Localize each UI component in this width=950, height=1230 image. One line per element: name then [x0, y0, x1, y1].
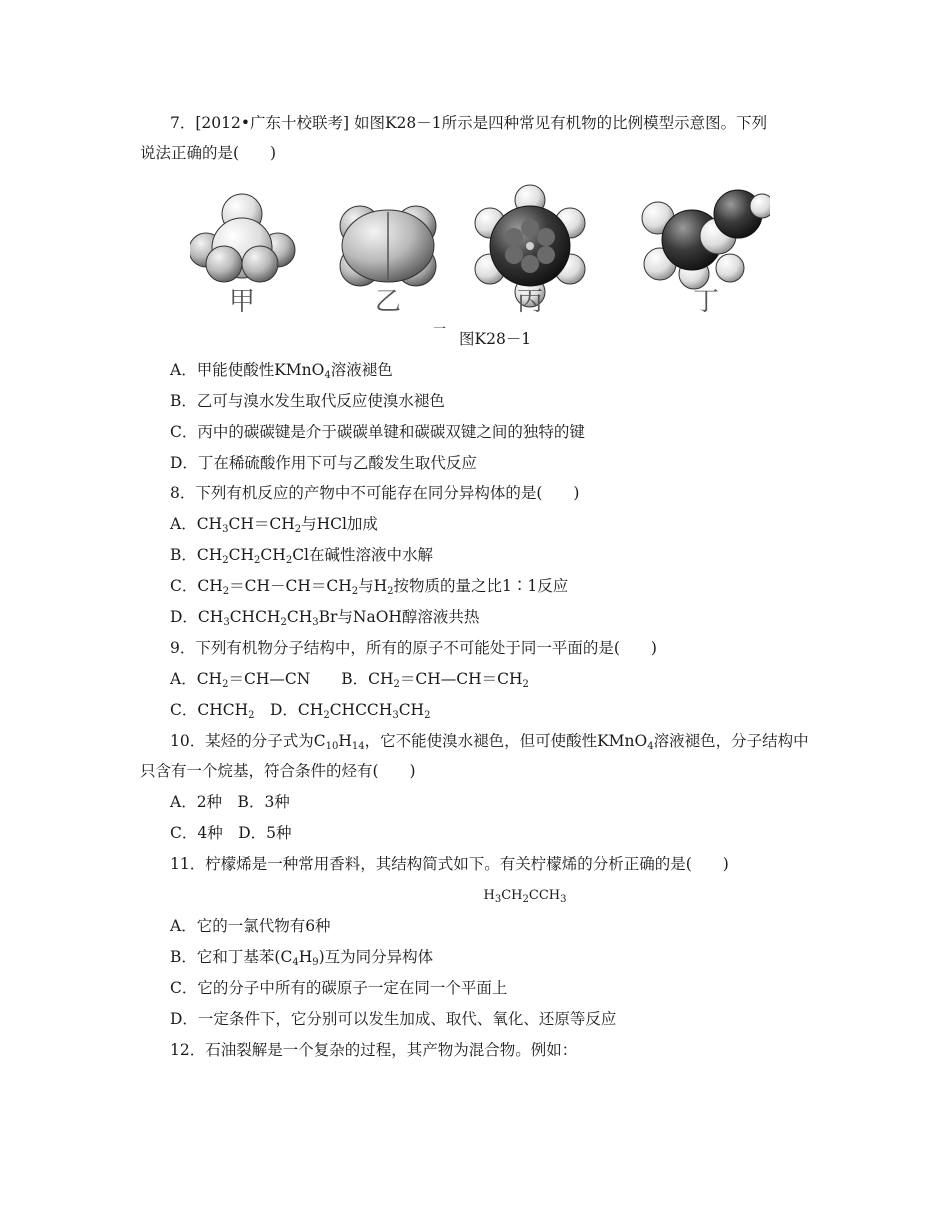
q8-stem: 8．下列有机反应的产物中不可能存在同分异构体的是( ) [170, 484, 580, 502]
q11-option-b: B．它和丁基苯$(C_4H_9)$互为同分异构体 [170, 948, 434, 968]
figure-label-jia: 甲 [228, 287, 256, 317]
ethanol-model [642, 190, 770, 289]
q7-option-b: B．乙可与溴水发生取代反应使溴水褪色 [170, 392, 445, 410]
figure-mark: 一 [433, 322, 447, 337]
q8-option-b: B．$CH_2CH_2CH_2Cl$在碱性溶液中水解 [170, 546, 434, 566]
q9-options-ab: A．$CH_2=CH—CN$ B．$CH_2=CH—CH=CH_2$ [170, 670, 529, 690]
q8-option-d: D．$CH_3CHCH_2CH_3Br$与NaOH醇溶液共热 [170, 608, 480, 628]
q7-option-a: A．甲能使酸性KMnO$_4$溶液褪色 [170, 361, 393, 381]
q7-stem-line2: 说法正确的是( ) [140, 144, 277, 162]
q11-option-d: D．一定条件下，它分别可以发生加成、取代、氧化、还原等反应 [170, 1010, 617, 1028]
methane-model [190, 194, 295, 282]
q9-stem: 9．下列有机物分子结构中，所有的原子不可能处于同一平面的是( ) [170, 639, 657, 657]
q11-structure-formula: $H_3CH_2CCH_3$ [483, 888, 567, 905]
q7-option-c: C．丙中的碳碳键是介于碳碳单键和碳碳双键之间的独特的键 [170, 423, 585, 441]
q10-options-cd: C．4种 D．5种 [170, 824, 292, 842]
q12-stem: 12．石油裂解是一个复杂的过程，其产物为混合物。例如： [170, 1041, 578, 1059]
q9-options-cd: C．$CHCH_2$ D．$CH_2CHCCH_3CH_2$ [170, 701, 431, 721]
q10-options-ab: A．2种 B．3种 [170, 793, 290, 811]
q8-option-a: A．$CH_3CH=CH_2$与HCl加成 [170, 515, 378, 535]
figure-label-ding: 丁 [692, 287, 720, 317]
molecule-models-figure [190, 178, 770, 318]
figure-caption: 图K28－1 [459, 330, 532, 348]
q10-stem-line2: 只含有一个烷基，符合条件的烃有( ) [140, 762, 416, 780]
ethylene-model [340, 206, 436, 286]
q8-option-c: C．$CH_2=CH-CH=CH_2$与$H_2$按物质的量之比1∶1反应 [170, 577, 569, 597]
q7-option-d: D．丁在稀硫酸作用下可与乙酸发生取代反应 [170, 454, 477, 472]
q10-stem-line1: 10．某烃的分子式为$C_{10}H_{14}$，它不能使溴水褪色，但可使酸性KMnO$_4$溶液褪色，分子结构中 [170, 732, 809, 752]
figure-label-bing: 丙 [516, 287, 544, 317]
q11-option-c: C．它的分子中所有的碳原子一定在同一个平面上 [170, 979, 508, 997]
q7-stem-line1: 7．[2012•广东十校联考] 如图K28－1所示是四种常见有机物的比例模型示意图。下列 [170, 114, 768, 132]
figure-label-yi: 乙 [374, 287, 402, 317]
q11-stem: 11．柠檬烯是一种常用香料，其结构简式如下。有关柠檬烯的分析正确的是( ) [170, 855, 729, 873]
q11-option-a: A．它的一氯代物有6种 [170, 917, 331, 935]
